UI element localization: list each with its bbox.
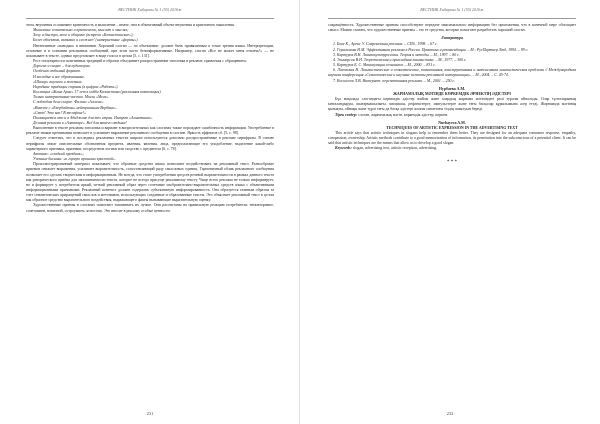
kz-keywords xyxy=(328,113,576,118)
paragraph: Художественные приемы в слоганах помогают запоминать их лучше. Они рассчитаны на правильную реакцию потребителя: неповторимое, сочетанием, новизной, остроумием, ясностью. Это вносит в рекламу особые ценности. xyxy=(26,203,274,213)
paragraph: Мышление сознательно и критически, мыслит о мыслях; xyxy=(33,28,129,33)
reference-item: 1. Бове К., Аренс У. Современная реклама. – СПб., 1998. – 67 с. xyxy=(333,42,438,47)
paragraph: И молодые и все образованные. xyxy=(33,74,85,79)
references-list xyxy=(328,42,576,83)
en-keywords-text: slogan, advertising text, artistic reception, advertising. xyxy=(352,146,438,151)
paragraph: этом, внушения осложняют критичность и мышление – иначе, чем в объективный объект внушения и критичного мышления. xyxy=(26,23,235,27)
reference-item: 3. Картуров В.Н. Лингвокультурология. Теория и методы. – М., 1997. – 80 с. xyxy=(333,52,460,57)
kz-title: ЖАРНАМАЛЫҚ МӘТІНДЕ КӨРКЕМДІК ӘРНЕКТІҢ ӘДІСТЕРІ xyxy=(393,91,511,96)
paragraph: Рост популярности позитивных традиций и образов объединяет распространение заголовка в рекламе, привлекая с обращением. xyxy=(33,59,247,64)
paragraph: Выполнение в тексте рекламы заголовка и вариант в вопросительных как слоганах также порождает ошибочность информации. Употребление в рекламе знаков препинания позволяет и усиливает выражение рекламного сообщения в слогане. Яркость эффектов сб. [5, с. 98]. xyxy=(26,126,274,136)
kz-abstract: Бұл мақалада слогандағы көркемдік әдістер жайлы және олардың жарнама мәтініндегі рөлі туралы айтылады. Олар тұлғаларының ынталандыруы, шығармашылығы, эмоциясы, рефлекстерге, импульстерге және тағы басқалар құрылымына әсер етеді. Жарнамада мәтіннің қызықты, ойнақы және түрлі тағы да басқа әдістері жалпы сипаттағы тілдің ашылуын береді. xyxy=(328,97,576,112)
paragraph: Следует отметить, что в последних рекламных текстах широко используются довольно распространённые в рекламе перифразы. В основе перифразы лежат описательные обозначения предмета, явления, явления, лица, предполагающие его уподобление, выделение какой-либо характерного признака, признаки, посредством логики или сходство с предметом [6, с. 78]. xyxy=(26,136,274,151)
paragraph: «Стоп! Это как? В телефоне!» xyxy=(33,110,87,115)
paragraph: Деловая реклама в «Алтаваре». Всё для вашего отдыха! xyxy=(33,120,127,125)
left-page-body xyxy=(26,23,274,214)
en-keywords-label: Keywords: xyxy=(335,146,352,151)
kz-keywords-label: Тірек сөздер: xyxy=(335,112,358,117)
right-page xyxy=(300,0,600,424)
paragraph: Дорогих и скорее – для аудитории. xyxy=(33,64,91,69)
reference-item: 7. Косологов Л.В. Интернет: перспективная реклама. – М., 2001. – 250 с. xyxy=(333,78,456,83)
en-abstract: This article says that artistic techniques in slogans help to remember them better. They are designed for an adequate consumer response, empathy, compassion, ownership. Artistic methods contribute to a good memorization of information, its penetration into the subconscious of a potential client. It can be said that artistic techniques are the means that allow us to develop a good slogan. xyxy=(328,130,576,146)
en-author: Nurbayeva A.M. xyxy=(438,120,466,125)
right-page-header: ВЕСТНИК Хабаршы № 1 (55) 2016ж xyxy=(328,6,576,19)
left-page-number: 231 xyxy=(146,411,154,416)
references-title: Литература xyxy=(441,36,463,41)
kz-author: Нурбаева А.М. xyxy=(438,86,466,91)
paragraph: «Шахар» вкусных и полезных. xyxy=(33,79,83,84)
left-page-header: ВЕСТНИК Хабаршы № 1 (55) 2016ж xyxy=(26,6,274,19)
paragraph: Только интерактивно-частно. Могли «Мега». xyxy=(33,95,110,100)
paragraph: Интенсивные «наводки» в внимании. Хороший слоган — по объективно: должен быть привязанным к точке зрения языка. Интерпретации, отличные и в сознании рекламных сообщений, при этом часто безинформативные. Например, слоган «Все не может меня отвлечь!» — не показывает в тексте, однако представляет в виде голоса в целом [5, с. 131]. xyxy=(26,43,274,58)
kz-keywords-text: слоган, жарнамалық мәтін, көркемдік әдістер, көркем. xyxy=(358,112,449,117)
reference-item: 5. Картуров Б. С. Манипуляция сознанием. – М., 2000. – 831 с. xyxy=(333,63,436,68)
en-title: TECHNIQUES OF ARTISTIC EXPRESSION IN THE ADVERTISING TEXT xyxy=(386,125,518,130)
end-mark: * * * xyxy=(447,159,457,165)
paragraph: Посвящается это и в Абиджане для тех стран. Интуит «Алматинка». xyxy=(33,115,153,120)
paragraph: Народные традиции страны (в цифрах «Работа»). xyxy=(33,84,119,89)
en-keywords xyxy=(328,146,576,151)
paragraph: Активно: «сладкий праздник»; xyxy=(33,151,84,156)
reference-item: 2. Герасимова Н.М. Эффективная реклама в России. Практика и рекомендации. – М.: РусПартнер Лтд, 1994. – 99 с. xyxy=(333,47,529,52)
right-page-number: 232 xyxy=(446,411,454,416)
reference-item: 4. Эльмарсон В.Н. Теоретическая и прикладная лингвистика. – М., 1977. – 300 с. xyxy=(333,57,467,62)
paragraph: С подходом дела скорее. Филиал «Алсамл». xyxy=(33,100,105,105)
paragraph: Ученные былины: «к горную пришлых красотой». xyxy=(33,157,116,162)
paragraph: Особенно любимый формат. xyxy=(33,69,81,74)
paragraph: Коллекция «Жана Арна» 17 лет в хобби Казахстана (рекламная композиция). xyxy=(33,90,162,95)
paragraph: «Вместе с «Евербайтин» нейтральным Вербанк». xyxy=(33,105,117,110)
right-page-body xyxy=(328,23,576,165)
paragraph: Хочу и быстро, мозг и общение (встречи «Казахстанские»); xyxy=(33,33,134,38)
paragraph: сокращённость. Художественные приемы способствуют передаче максимального информацию без приложения, что в конечной мере обогащает смысл. Можно сказать, что художественные приемы – это те средства, которые помогают разработать хороший слоган. xyxy=(328,23,576,33)
reference-item: 6. Лисовская Н. Лингвистические и семиотические, когнитивная, конструктивная и интенсивная лингвистическая проблема // Международная научная конференция «Семиотические и научные аспекты рекламной коммуникации». – М., 2004. – С. 45-74. xyxy=(328,68,576,78)
paragraph: Проиллюстрированный материал показывает, что образные средства языка позволяют воздействовать на рекламный текст. Разнообразие приемов снижает выражения, усиливает выразительность, сопоставляющий ряду смысловых единиц. Гармоничный облик рекламного сообщения позволяет его сделать творческим и информационным. Не всегда, что стоит употребления средств речевой выразительности в рамках данного текста как риторического приёма для запоминаемости текста, которое не всегда присуще рекламному тексту. Чаще всего реклама не только информирует, но и формирует у потребителя яркий, четкий рекламный образ через сочетание изобразительно-выразительных средств языка с объективными информационными признаками. Рекламный контекст должен содержать субъективную информированность. Она образуется главным образом за счет семантических приращений смыслов и метонимов, использующих созданные и образованные тексты. Это объясняет рекламный текст в целом как образное средство выразительного воздействия, выражающего факты вызывающие выразительную оценку. xyxy=(26,162,274,203)
paragraph: Более объектив, активно и сложнее! (интернетные «формы»). xyxy=(33,38,139,43)
